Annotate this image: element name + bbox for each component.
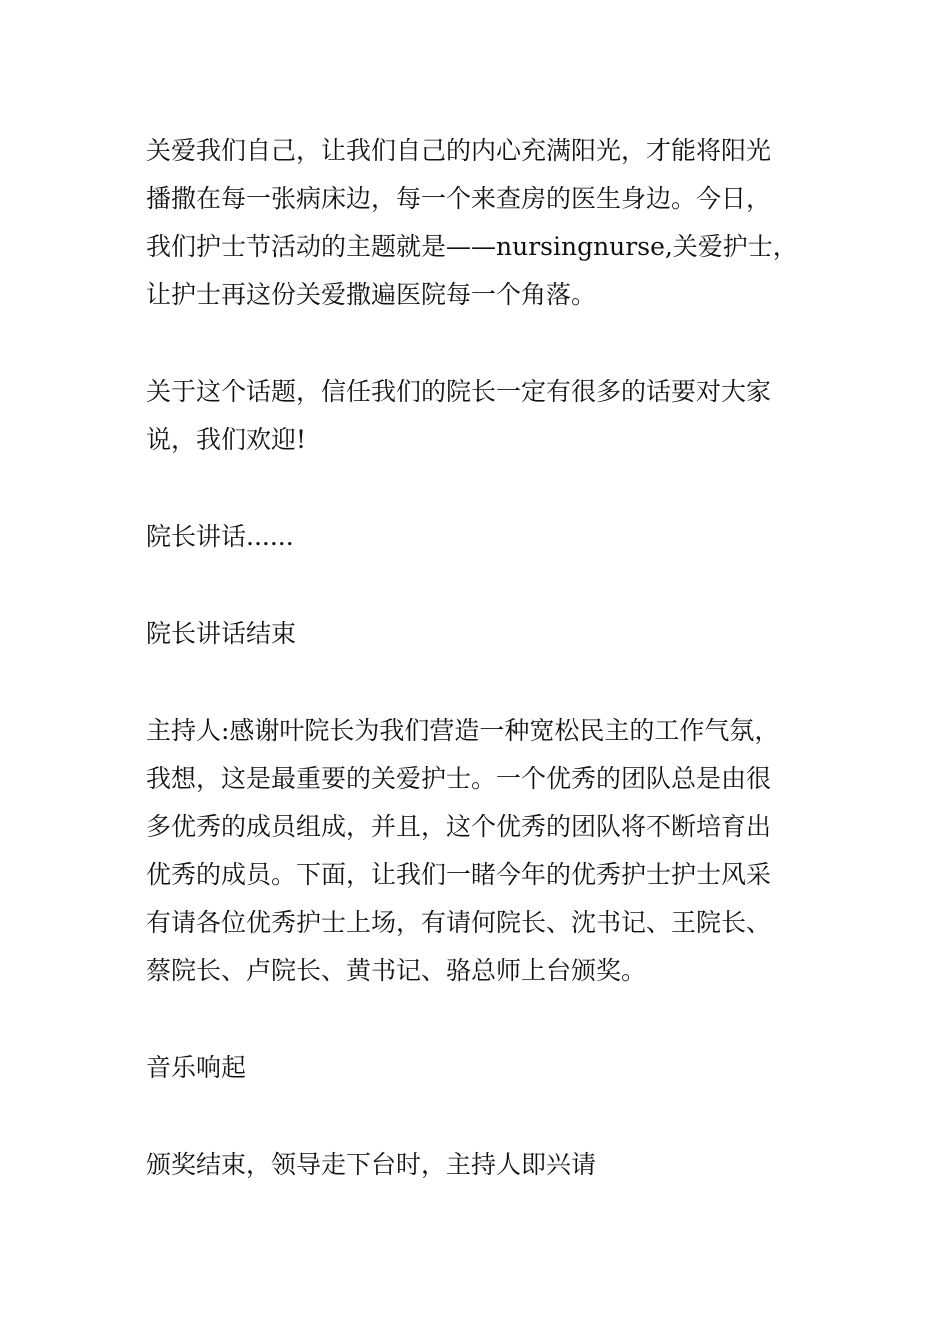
paragraph-award-end xyxy=(146,1141,814,1189)
paragraph-speech-end xyxy=(146,610,814,658)
text-line: 有请各位优秀护士上场，有请何院长、沈书记、王院长、 xyxy=(146,908,772,937)
text-line: 院长讲话结束 xyxy=(146,619,297,648)
text-line: 我们护士节活动的主题就是——nursingnurse,关爱护士， xyxy=(146,232,798,261)
text-line: 音乐响起 xyxy=(146,1053,247,1082)
text-line: 我想，这是最重要的关爱护士。一个优秀的团队总是由很 xyxy=(146,764,772,793)
paragraph-welcome xyxy=(146,368,814,464)
text-line: 蔡院长、卢院长、黄书记、骆总师上台颁奖。 xyxy=(146,956,647,985)
text-line: 让护士再这份关爱撒遍医院每一个角落。 xyxy=(146,280,597,309)
text-line: 颁奖结束，领导走下台时，主持人即兴请 xyxy=(146,1150,597,1179)
paragraph-host xyxy=(146,707,814,995)
text-line: 关于这个话题，信任我们的院长一定有很多的话要对大家 xyxy=(146,377,772,406)
document-body xyxy=(146,127,814,1238)
text-line: 关爱我们自己，让我们自己的内心充满阳光，才能将阳光 xyxy=(146,136,772,165)
text-line: 院长讲话...... xyxy=(146,522,294,551)
text-line: 优秀的成员。下面，让我们一睹今年的优秀护士护士风采 xyxy=(146,860,772,889)
text-line: 说，我们欢迎! xyxy=(146,425,307,454)
text-line: 多优秀的成员组成，并且，这个优秀的团队将不断培育出 xyxy=(146,812,772,841)
paragraph-theme xyxy=(146,127,814,319)
text-line: 播撒在每一张病床边，每一个来查房的医生身边。今日， xyxy=(146,184,772,213)
text-line: 主持人:感谢叶院长为我们营造一种宽松民主的工作气氛， xyxy=(146,716,780,745)
paragraph-music xyxy=(146,1044,814,1092)
paragraph-speech xyxy=(146,513,814,561)
